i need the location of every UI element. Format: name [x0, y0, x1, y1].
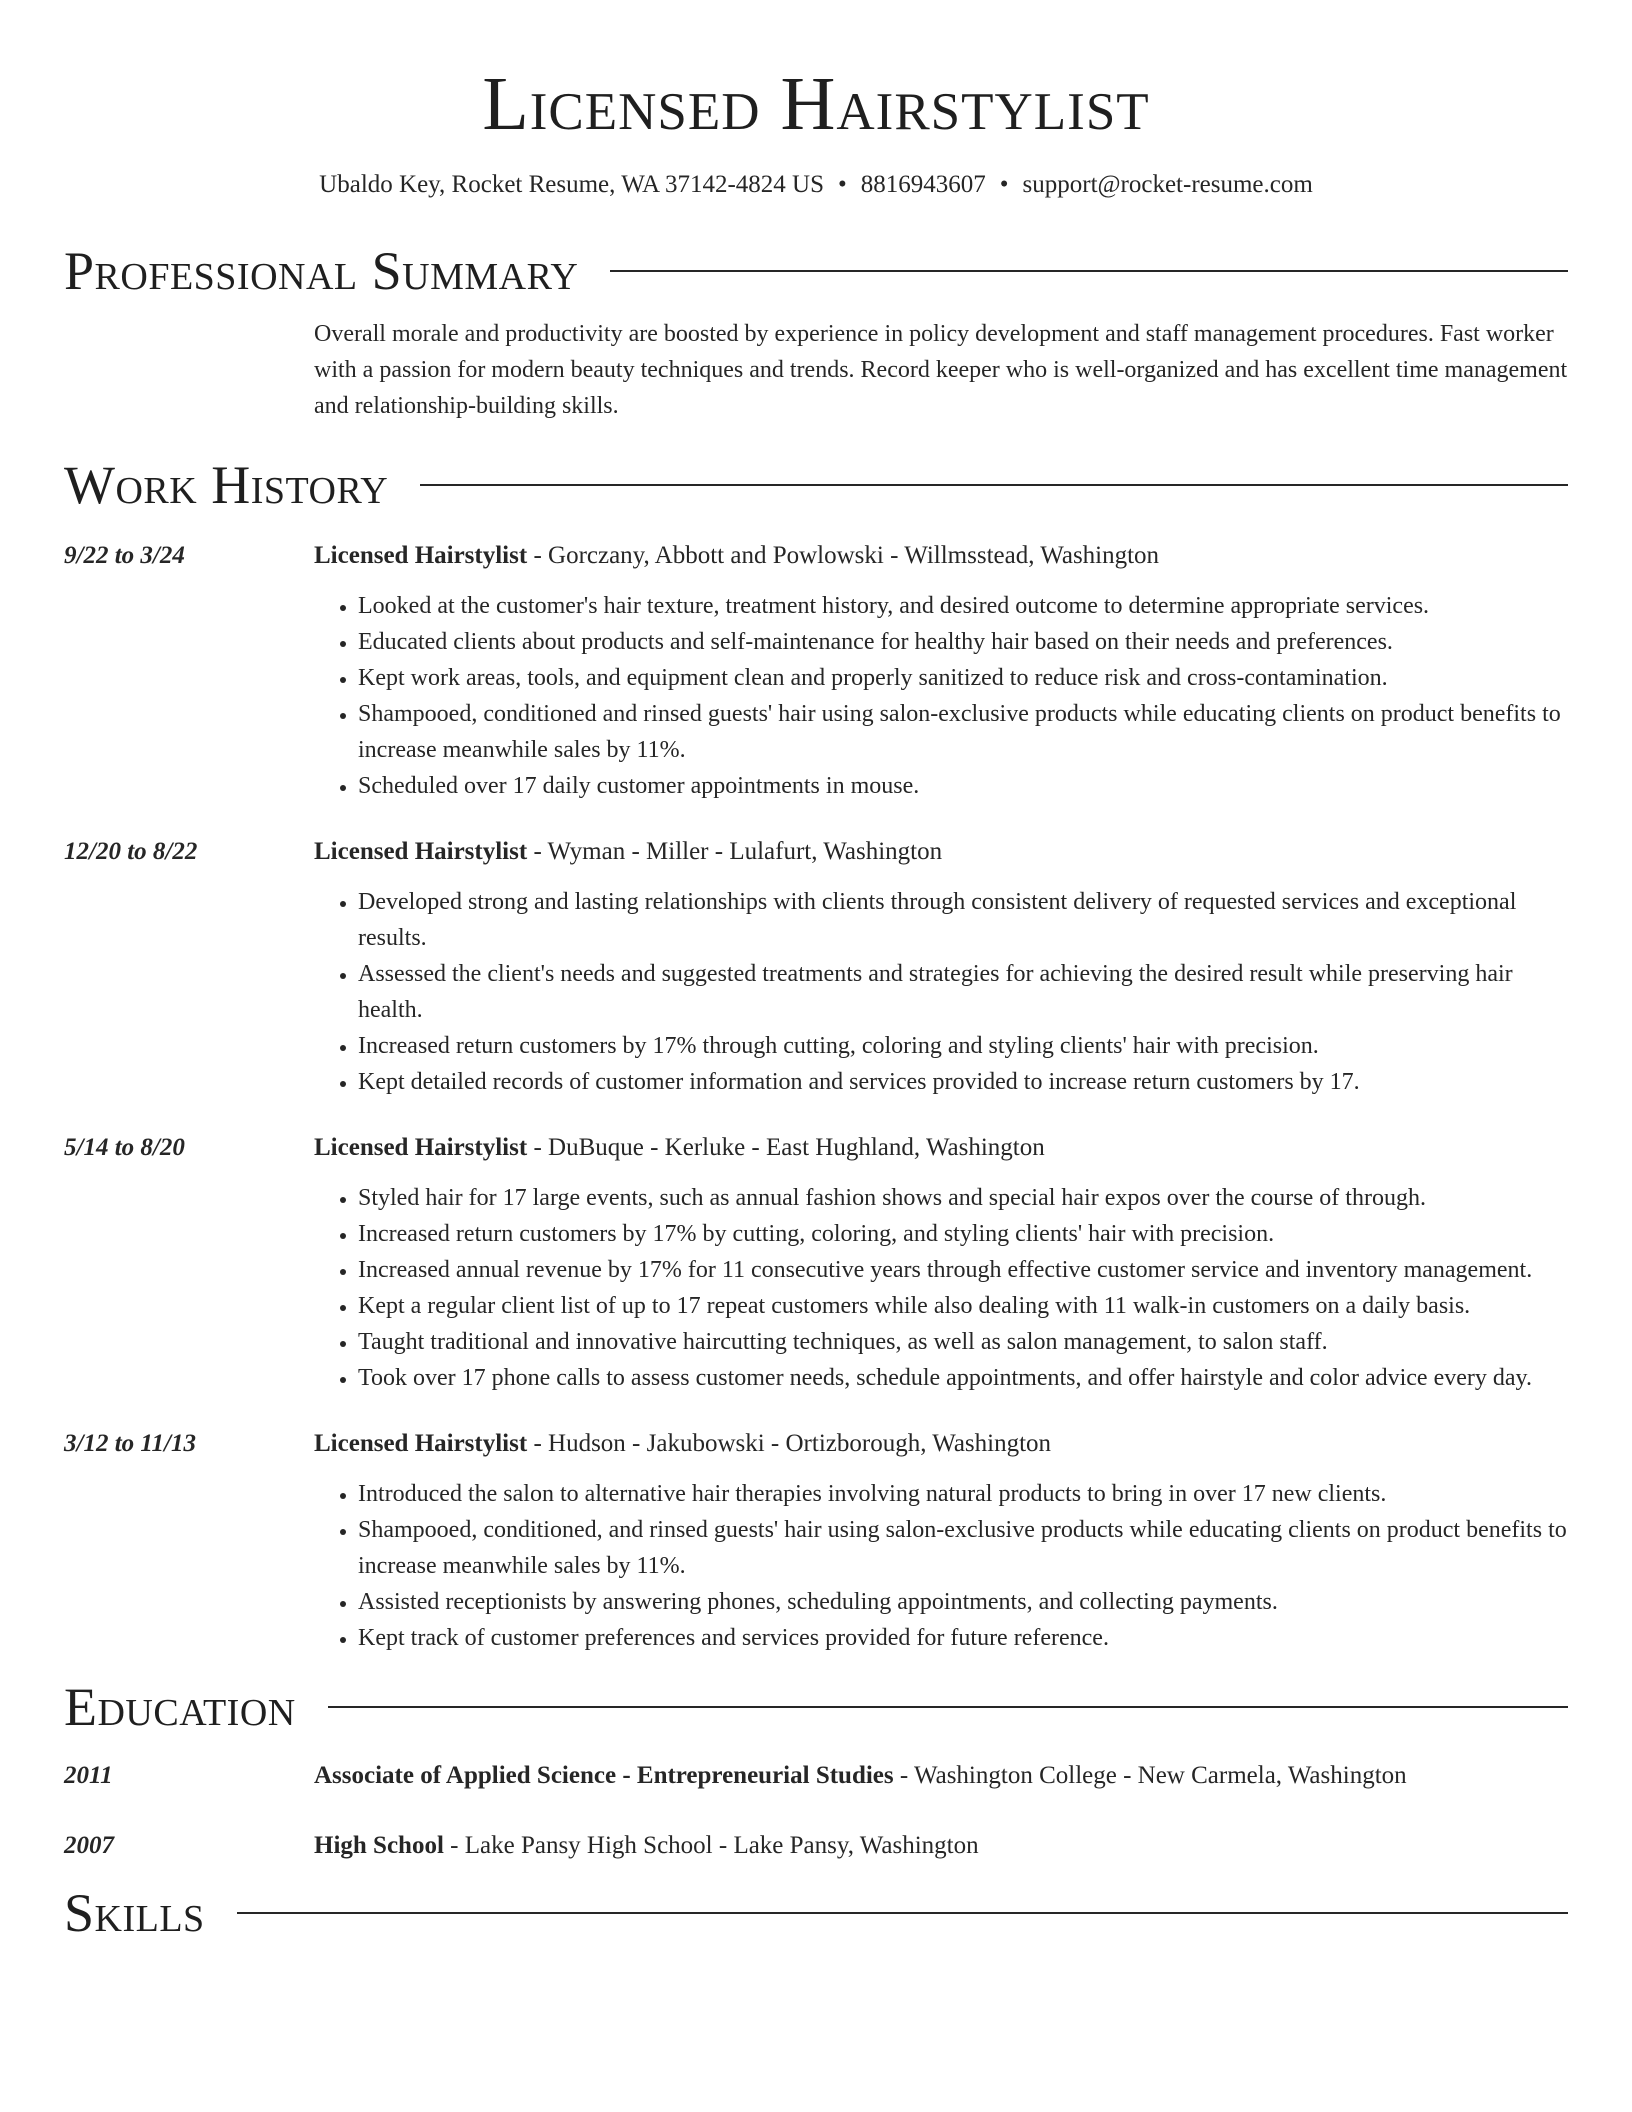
job-content	[314, 1426, 1568, 1656]
job-bullet: • Assessed the client's needs and suggested treatments and strategies for achieving the desired result while preserving hair health.	[358, 956, 1568, 1028]
section-divider	[420, 484, 1568, 486]
work-history-list	[64, 538, 1568, 1656]
job-content	[314, 538, 1568, 804]
summary-text: Overall morale and productivity are boosted by experience in policy development and staff management procedures. Fast worker with a passion for modern beauty techniques and trends. Record keeper who is well-organized and has excellent time management and relationship-building skills.	[314, 321, 1568, 419]
contact-email[interactable]: support@rocket-resume.com	[1022, 171, 1313, 198]
job-bullet: • Taught traditional and innovative haircutting techniques, as well as salon management, to salon staff.	[358, 1324, 1568, 1360]
job-bullet: • Scheduled over 17 daily customer appointments in mouse.	[358, 768, 1568, 804]
education-year: 2007	[64, 1832, 114, 1859]
job-content	[314, 1130, 1568, 1396]
job-bullet: • Looked at the customer's hair texture, treatment history, and desired outcome to determine appropriate services.	[358, 588, 1568, 624]
job-bullet: • Shampooed, conditioned and rinsed guests' hair using salon-exclusive products while educating clients on product benefits to increase meanwhile sales by 11%.	[358, 696, 1568, 768]
job-bullet: • Increased return customers by 17% by cutting, coloring, and styling clients' hair with precision.	[358, 1216, 1568, 1252]
skills-section-header	[64, 1882, 1568, 1944]
contact-address: Ubaldo Key, Rocket Resume, WA 37142-4824 US	[319, 171, 824, 198]
job-bullet: • Took over 17 phone calls to assess customer needs, schedule appointments, and offer hairstyle and color advice every day.	[358, 1360, 1568, 1396]
contact-separator: •	[837, 171, 847, 198]
job-title: Licensed Hairstylist	[314, 1134, 528, 1161]
job-bullet: • Kept detailed records of customer information and services provided to increase return customers by 17.	[358, 1064, 1568, 1100]
job-bullet: • Kept a regular client list of up to 17 repeat customers while also dealing with 11 walk-in customers on a daily basis.	[358, 1288, 1568, 1324]
summary-heading: Professional Summary	[64, 241, 579, 301]
education-line	[314, 1758, 1568, 1794]
job-details: - DuBuque - Kerluke - East Hughland, Washington	[527, 1134, 1045, 1161]
job-dates: 3/12 to 11/13	[64, 1430, 196, 1457]
work-heading: Work History	[64, 455, 389, 515]
summary-left-spacer	[64, 316, 314, 424]
job-details: - Gorczany, Abbott and Powlowski - Willmsstead, Washington	[527, 542, 1160, 569]
education-degree: High School	[314, 1832, 444, 1859]
job-bullet: • Styled hair for 17 large events, such as annual fashion shows and special hair expos over the course of through.	[358, 1180, 1568, 1216]
job-entry	[64, 1130, 1568, 1396]
job-entry	[64, 1426, 1568, 1656]
job-dates: 5/14 to 8/20	[64, 1134, 185, 1161]
job-bullet: • Increased return customers by 17% through cutting, coloring and styling clients' hair with precision.	[358, 1028, 1568, 1064]
job-details: - Wyman - Miller - Lulafurt, Washington	[527, 838, 943, 865]
job-bullet: • Increased annual revenue by 17% for 11 consecutive years through effective customer service and inventory management.	[358, 1252, 1568, 1288]
education-details: - Washington College - New Carmela, Washington	[893, 1762, 1407, 1789]
job-line	[314, 1426, 1568, 1462]
summary-section-header	[64, 240, 1568, 302]
contact-line	[64, 170, 1568, 200]
contact-phone: 8816943607	[860, 171, 986, 198]
education-section-header	[64, 1676, 1568, 1738]
job-line	[314, 538, 1568, 574]
section-divider	[610, 270, 1568, 272]
job-dates: 9/22 to 3/24	[64, 542, 185, 569]
job-bullets	[314, 1180, 1568, 1396]
education-line	[314, 1828, 1568, 1864]
job-line	[314, 834, 1568, 870]
job-bullets	[314, 588, 1568, 804]
job-bullet: • Kept work areas, tools, and equipment clean and properly sanitized to reduce risk and cross-contamination.	[358, 660, 1568, 696]
job-entry	[64, 538, 1568, 804]
job-content	[314, 834, 1568, 1100]
job-bullets	[314, 884, 1568, 1100]
education-heading: Education	[64, 1677, 296, 1737]
job-bullet: • Shampooed, conditioned, and rinsed guests' hair using salon-exclusive products while educating clients on product benefits to increase meanwhile sales by 11%.	[358, 1512, 1568, 1584]
education-list	[64, 1758, 1568, 1864]
job-bullet: • Assisted receptionists by answering phones, scheduling appointments, and collecting payments.	[358, 1584, 1568, 1620]
section-divider	[237, 1912, 1568, 1914]
job-dates: 12/20 to 8/22	[64, 838, 198, 865]
section-divider	[328, 1706, 1568, 1708]
education-entry	[64, 1758, 1568, 1794]
job-line	[314, 1130, 1568, 1166]
job-bullet: • Kept track of customer preferences and services provided for future reference.	[358, 1620, 1568, 1656]
job-bullet: • Introduced the salon to alternative hair therapies involving natural products to bring in over 17 new clients.	[358, 1476, 1568, 1512]
job-bullet: • Developed strong and lasting relationships with clients through consistent delivery of requested services and exceptional results.	[358, 884, 1568, 956]
education-year: 2011	[64, 1762, 113, 1789]
education-entry	[64, 1828, 1568, 1864]
job-title: Licensed Hairstylist	[314, 838, 528, 865]
skills-heading: Skills	[64, 1883, 205, 1943]
job-bullet: • Educated clients about products and self-maintenance for healthy hair based on their needs and preferences.	[358, 624, 1568, 660]
education-degree: Associate of Applied Science - Entrepreneurial Studies	[314, 1762, 894, 1789]
job-entry	[64, 834, 1568, 1100]
job-title: Licensed Hairstylist	[314, 1430, 528, 1457]
resume-title: Licensed Hairstylist	[482, 62, 1150, 146]
education-details: - Lake Pansy High School - Lake Pansy, Washington	[443, 1832, 979, 1859]
work-section-header	[64, 454, 1568, 516]
summary-row	[64, 316, 1568, 424]
job-bullets	[314, 1476, 1568, 1656]
job-title: Licensed Hairstylist	[314, 542, 528, 569]
job-details: - Hudson - Jakubowski - Ortizborough, Washington	[527, 1430, 1052, 1457]
contact-separator: •	[999, 171, 1009, 198]
